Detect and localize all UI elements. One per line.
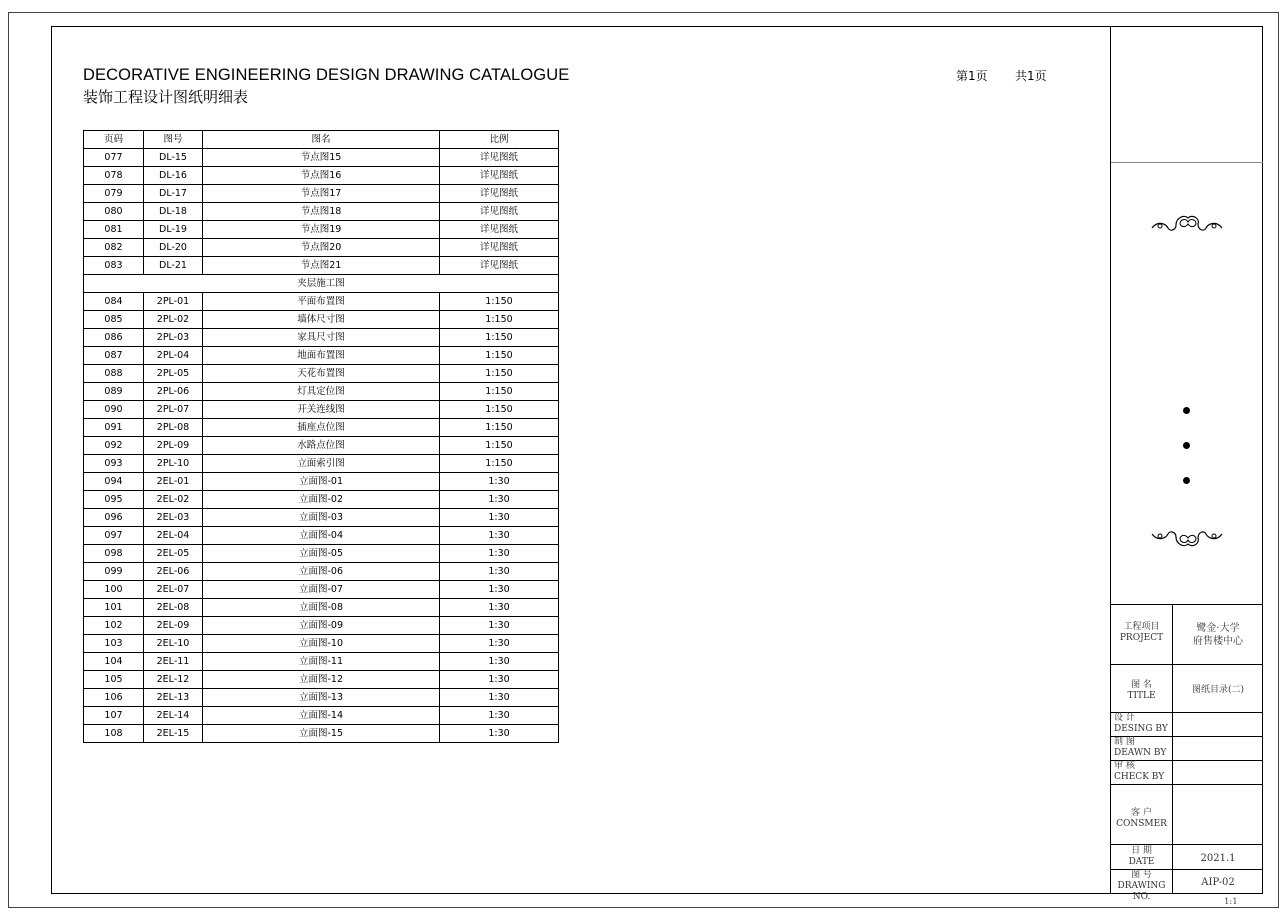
cell-scale: 1:30	[440, 509, 559, 527]
cell-scale: 详见图纸	[440, 239, 559, 257]
cell-code: 2EL-13	[144, 689, 203, 707]
cell-page: 081	[84, 221, 144, 239]
cell-page: 085	[84, 311, 144, 329]
cell-name: 节点图17	[203, 185, 440, 203]
cell-name: 灯具定位图	[203, 383, 440, 401]
cell-page: 079	[84, 185, 144, 203]
project-value: 鹭金·大学 府售楼中心	[1193, 623, 1243, 647]
cell-scale: 1:30	[440, 635, 559, 653]
table-row	[84, 419, 559, 437]
table-row	[84, 473, 559, 491]
cell-scale: 1:150	[440, 455, 559, 473]
table-row	[84, 167, 559, 185]
cell-page: 086	[84, 329, 144, 347]
cell-scale: 1:150	[440, 383, 559, 401]
cell-code: 2EL-03	[144, 509, 203, 527]
table-row	[84, 545, 559, 563]
cell-page: 078	[84, 167, 144, 185]
table-row	[84, 383, 559, 401]
cell-code: 2PL-07	[144, 401, 203, 419]
cell-name: 立面图-07	[203, 581, 440, 599]
cell-scale: 1:150	[440, 401, 559, 419]
cell-scale: 1:30	[440, 707, 559, 725]
cell-code: 2PL-06	[144, 383, 203, 401]
table-row	[84, 599, 559, 617]
cell-page: 077	[84, 149, 144, 167]
cell-page: 098	[84, 545, 144, 563]
drawing-number-label: 图 号 DRAWING NO.	[1117, 870, 1166, 902]
cell-code: 2EL-01	[144, 473, 203, 491]
cell-code: 2EL-05	[144, 545, 203, 563]
table-row	[84, 293, 559, 311]
cell-code: DL-15	[144, 149, 203, 167]
title-label: 图 名 TITLE	[1127, 680, 1156, 701]
cell-name: 墙体尺寸图	[203, 311, 440, 329]
column-header-name: 图名	[203, 131, 440, 149]
table-row	[84, 581, 559, 599]
date-value: 2021.1	[1200, 853, 1236, 864]
cell-page: 103	[84, 635, 144, 653]
cell-page: 090	[84, 401, 144, 419]
cell-name: 天花布置图	[203, 365, 440, 383]
project-label: 工程项目 PROJECT	[1119, 622, 1164, 643]
cell-page: 099	[84, 563, 144, 581]
table-row	[84, 509, 559, 527]
title-block-divider	[1111, 604, 1263, 605]
cell-name: 地面布置图	[203, 347, 440, 365]
cell-page: 093	[84, 455, 144, 473]
cell-name: 立面图-09	[203, 617, 440, 635]
cell-name: 立面图-15	[203, 725, 440, 743]
designer-label: 设 计 DESING BY	[1114, 713, 1168, 734]
table-row	[84, 311, 559, 329]
table-row	[84, 527, 559, 545]
drafter-label: 制 图 DEAWN BY	[1114, 737, 1167, 758]
cell-scale: 详见图纸	[440, 167, 559, 185]
table-row	[84, 455, 559, 473]
cell-code: DL-19	[144, 221, 203, 239]
table-row	[84, 221, 559, 239]
cell-code: DL-20	[144, 239, 203, 257]
cell-page: 101	[84, 599, 144, 617]
title-value: 图纸目录(二)	[1191, 685, 1245, 695]
cell-scale: 1:150	[440, 365, 559, 383]
cell-scale: 详见图纸	[440, 149, 559, 167]
cell-page: 082	[84, 239, 144, 257]
catalogue-title-english: DECORATIVE ENGINEERING DESIGN DRAWING CATALOGUE	[83, 66, 570, 84]
cell-page: 095	[84, 491, 144, 509]
table-header-row	[84, 131, 559, 149]
cell-page: 096	[84, 509, 144, 527]
cell-name: 节点图18	[203, 203, 440, 221]
cell-code: DL-16	[144, 167, 203, 185]
cell-code: 2EL-14	[144, 707, 203, 725]
cell-name: 立面图-08	[203, 599, 440, 617]
cell-page: 083	[84, 257, 144, 275]
table-row	[84, 491, 559, 509]
cell-scale: 详见图纸	[440, 185, 559, 203]
cell-code: 2EL-06	[144, 563, 203, 581]
cell-page: 087	[84, 347, 144, 365]
column-header-code: 图号	[144, 131, 203, 149]
cell-code: 2PL-08	[144, 419, 203, 437]
cell-name: 立面图-06	[203, 563, 440, 581]
cell-code: 2EL-04	[144, 527, 203, 545]
table-row	[84, 257, 559, 275]
page-total: 共1页	[1015, 69, 1047, 83]
cell-scale: 1:30	[440, 599, 559, 617]
cell-name: 立面索引图	[203, 455, 440, 473]
table-body	[84, 149, 559, 743]
cell-code: 2PL-05	[144, 365, 203, 383]
cell-scale: 1:150	[440, 311, 559, 329]
cell-name: 开关连线图	[203, 401, 440, 419]
cell-name: 立面图-03	[203, 509, 440, 527]
cell-code: 2PL-03	[144, 329, 203, 347]
table-row	[84, 653, 559, 671]
table-row	[84, 365, 559, 383]
cell-scale: 1:30	[440, 689, 559, 707]
table-row	[84, 401, 559, 419]
cell-scale: 1:30	[440, 527, 559, 545]
cell-page: 080	[84, 203, 144, 221]
cell-page: 092	[84, 437, 144, 455]
cell-scale: 1:30	[440, 473, 559, 491]
cell-name: 立面图-05	[203, 545, 440, 563]
cell-scale: 1:30	[440, 563, 559, 581]
cell-page: 108	[84, 725, 144, 743]
cell-code: 2PL-04	[144, 347, 203, 365]
page-current: 第1页	[956, 69, 988, 83]
title-block-divider	[1111, 162, 1263, 163]
cell-code: 2EL-02	[144, 491, 203, 509]
bullet-dot-icon	[1183, 442, 1190, 449]
section-row	[84, 275, 559, 293]
cell-name: 立面图-04	[203, 527, 440, 545]
drawing-number-value: AIP-02	[1201, 877, 1235, 888]
cell-name: 平面布置图	[203, 293, 440, 311]
cell-code: 2EL-15	[144, 725, 203, 743]
title-block-divider	[1111, 844, 1263, 845]
cell-code: 2EL-08	[144, 599, 203, 617]
cell-page: 105	[84, 671, 144, 689]
cell-name: 节点图15	[203, 149, 440, 167]
cell-scale: 1:150	[440, 347, 559, 365]
cell-name: 立面图-12	[203, 671, 440, 689]
cell-page: 094	[84, 473, 144, 491]
cell-scale: 1:30	[440, 617, 559, 635]
cell-name: 立面图-14	[203, 707, 440, 725]
cell-code: 2PL-09	[144, 437, 203, 455]
table-row	[84, 671, 559, 689]
cell-code: 2EL-10	[144, 635, 203, 653]
cell-page: 107	[84, 707, 144, 725]
cell-scale: 详见图纸	[440, 221, 559, 239]
table-row	[84, 617, 559, 635]
cell-name: 立面图-01	[203, 473, 440, 491]
cell-name: 节点图21	[203, 257, 440, 275]
table-row	[84, 689, 559, 707]
column-header-scale: 比例	[440, 131, 559, 149]
cell-page: 102	[84, 617, 144, 635]
cell-page: 106	[84, 689, 144, 707]
title-block-divider	[1111, 664, 1263, 665]
cell-code: 2EL-09	[144, 617, 203, 635]
cell-name: 立面图-02	[203, 491, 440, 509]
cell-name: 立面图-10	[203, 635, 440, 653]
cell-scale: 详见图纸	[440, 203, 559, 221]
cell-page: 084	[84, 293, 144, 311]
cell-page: 104	[84, 653, 144, 671]
checker-label: 审 核 CHECK BY	[1114, 761, 1165, 782]
cell-scale: 1:30	[440, 653, 559, 671]
scroll-ornament-top-icon	[1146, 210, 1226, 236]
cell-name: 插座点位图	[203, 419, 440, 437]
cell-page: 091	[84, 419, 144, 437]
cell-page: 100	[84, 581, 144, 599]
cell-scale: 详见图纸	[440, 257, 559, 275]
cell-code: DL-21	[144, 257, 203, 275]
table-row	[84, 437, 559, 455]
cell-code: 2PL-02	[144, 311, 203, 329]
cell-code: 2PL-10	[144, 455, 203, 473]
cell-name: 立面图-11	[203, 653, 440, 671]
table-row	[84, 203, 559, 221]
cell-scale: 1:150	[440, 437, 559, 455]
cell-scale: 1:150	[440, 419, 559, 437]
cell-scale: 1:150	[440, 293, 559, 311]
column-header-page: 页码	[84, 131, 144, 149]
cell-name: 节点图20	[203, 239, 440, 257]
cell-page: 097	[84, 527, 144, 545]
date-label: 日 期 DATE	[1128, 846, 1155, 867]
drawing-catalogue-table	[83, 130, 559, 743]
cell-code: 2EL-11	[144, 653, 203, 671]
table-row	[84, 347, 559, 365]
cell-name: 家具尺寸图	[203, 329, 440, 347]
cell-scale: 1:30	[440, 671, 559, 689]
table-row	[84, 239, 559, 257]
bullet-dot-icon	[1183, 477, 1190, 484]
client-label: 客 户 CONSMER	[1116, 808, 1167, 829]
table-row	[84, 185, 559, 203]
cell-page: 089	[84, 383, 144, 401]
cell-scale: 1:150	[440, 329, 559, 347]
cell-name: 节点图19	[203, 221, 440, 239]
cell-code: 2EL-07	[144, 581, 203, 599]
cell-name: 水路点位图	[203, 437, 440, 455]
cell-scale: 1:30	[440, 491, 559, 509]
table-row	[84, 149, 559, 167]
cell-code: DL-17	[144, 185, 203, 203]
cell-name: 立面图-13	[203, 689, 440, 707]
cell-scale: 1:30	[440, 545, 559, 563]
table-row	[84, 725, 559, 743]
catalogue-title-chinese: 装饰工程设计图纸明细表	[83, 88, 249, 106]
scale-note: 1:1	[1224, 897, 1238, 907]
cell-scale: 1:30	[440, 725, 559, 743]
table-row	[84, 329, 559, 347]
section-title: 夹层施工图	[84, 275, 559, 293]
bullet-dot-icon	[1183, 407, 1190, 414]
title-block-divider	[1111, 784, 1263, 785]
cell-code: 2PL-01	[144, 293, 203, 311]
cell-name: 节点图16	[203, 167, 440, 185]
cell-code: 2EL-12	[144, 671, 203, 689]
cell-page: 088	[84, 365, 144, 383]
scroll-ornament-bottom-icon	[1146, 526, 1226, 552]
title-block	[1110, 26, 1263, 902]
table-row	[84, 707, 559, 725]
table-row	[84, 563, 559, 581]
cell-scale: 1:30	[440, 581, 559, 599]
table-row	[84, 635, 559, 653]
cell-code: DL-18	[144, 203, 203, 221]
